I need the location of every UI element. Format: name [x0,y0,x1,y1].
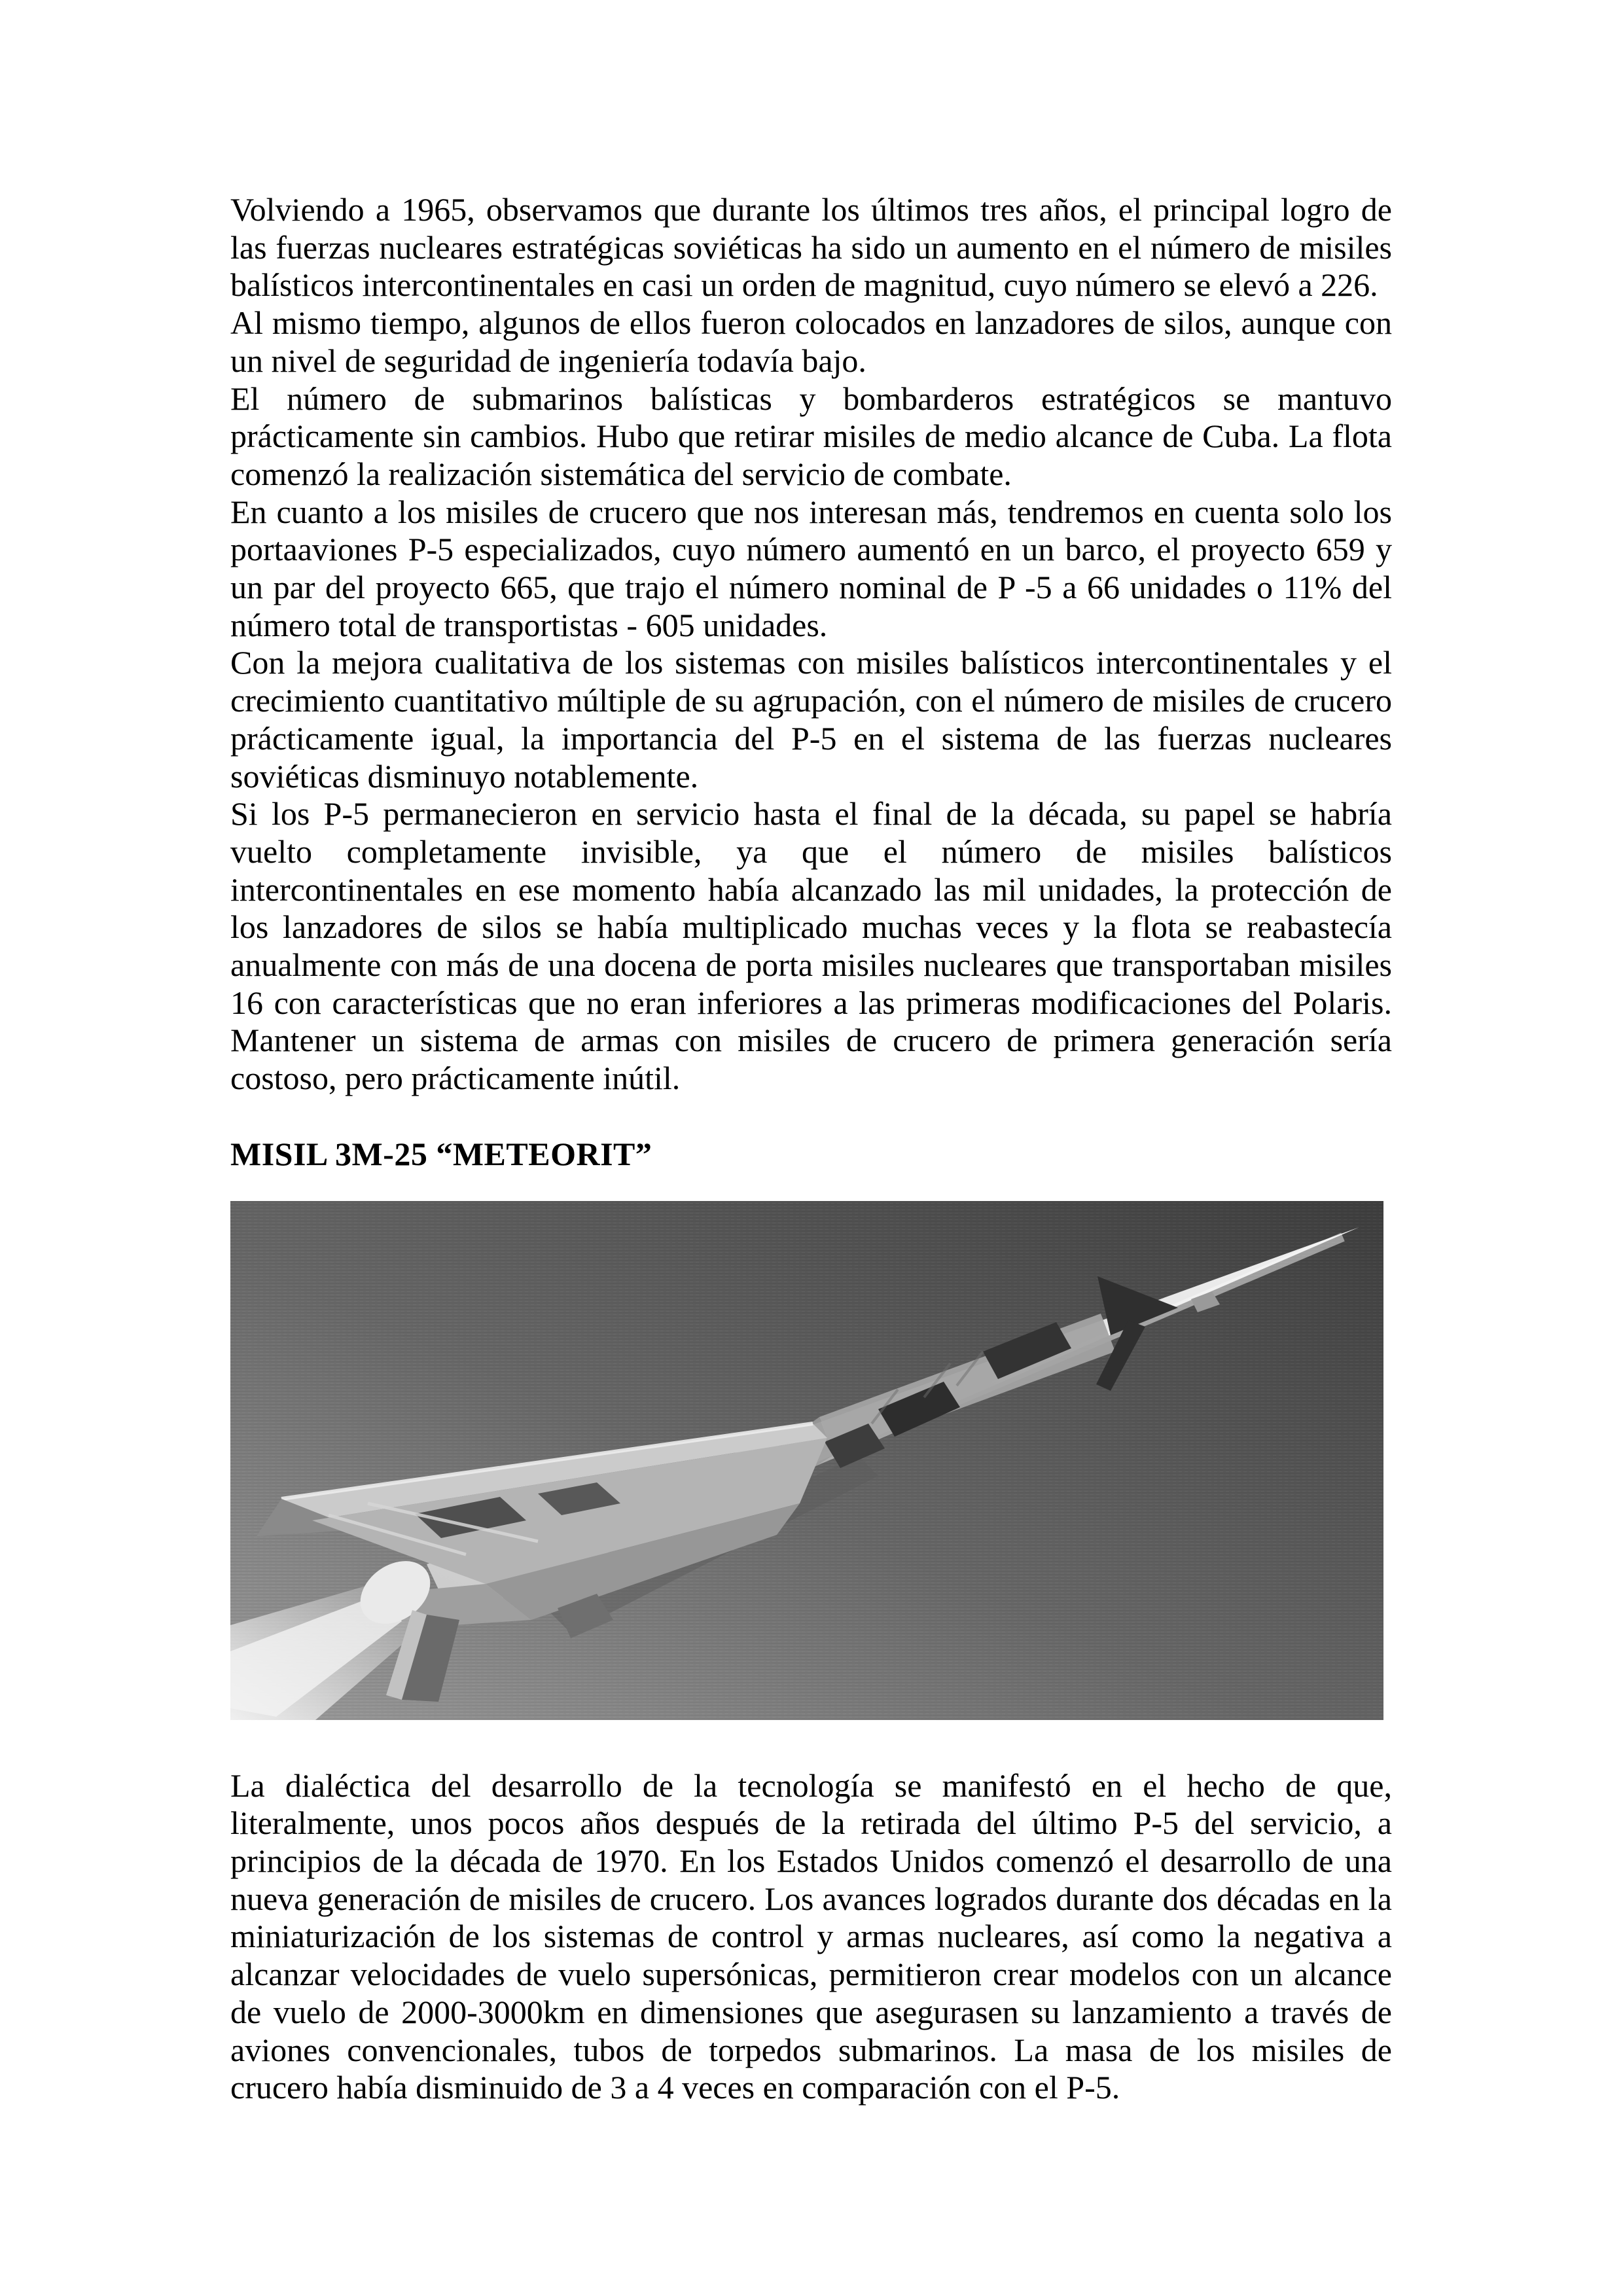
missile-photo [230,1201,1383,1720]
section-heading: MISIL 3M-25 “METEORIT” [230,1135,652,1172]
text-line: aviones convencionales, tubos de torpedos submarinos. La masa de los misiles de [230,2031,1392,2068]
text-line: comenzó la realización sistemática del servicio de combate. [230,455,1012,492]
text-line: Si los P-5 permanecieron en servicio hasta el final de la década, su papel se habría [230,795,1392,833]
text-line: alcanzar velocidades de vuelo supersónicas, permitieron crear modelos con un alcance [230,1956,1392,1993]
missile-figure [230,1201,1383,1720]
text-line: Con la mejora cualitativa de los sistemas con misiles balísticos intercontinentales y el [230,644,1392,681]
paragraph-6 [230,795,1392,1098]
text-line: En cuanto a los misiles de crucero que nos interesan más, tendremos en cuenta solo los [230,493,1392,530]
text-line: un par del proyecto 665, que trajo el número nominal de P -5 a 66 unidades o 11% del [230,569,1392,606]
text-line: balísticos intercontinentales en casi un orden de magnitud, cuyo número se elevó a 226. [230,266,1378,304]
text-line: intercontinentales en ese momento había alcanzado las mil unidades, la protección de [230,870,1392,908]
paragraph-2 [230,304,1392,380]
text-line: portaaviones P-5 especializados, cuyo número aumentó en un barco, el proyecto 659 y [230,531,1392,568]
text-line: los lanzadores de silos se había multiplicado muchas veces y la flota se reabastecía [230,908,1392,946]
text-line: crucero había disminuido de 3 a 4 veces en comparación con el P-5. [230,2069,1120,2106]
text-line: prácticamente igual, la importancia del P-5 en el sistema de las fuerzas nucleares [230,719,1392,757]
paragraph-4 [230,493,1392,645]
text-line: número total de transportistas - 605 unidades. [230,606,828,643]
text-line: literalmente, unos pocos años después de la retirada del último P-5 del servicio, a [230,1804,1392,1842]
text-line: El número de submarinos balísticas y bombarderos estratégicos se mantuvo [230,380,1392,417]
text-line: costoso, pero prácticamente inútil. [230,1060,681,1097]
text-line: un nivel de seguridad de ingeniería todavía bajo. [230,342,866,379]
text-line: Volviendo a 1965, observamos que durante los últimos tres años, el principal logro de [230,191,1392,228]
text-line: de vuelo de 2000-3000km en dimensiones que asegurasen su lanzamiento a través de [230,1993,1392,2030]
paragraph-7 [230,1767,1392,2107]
text-line: vuelto completamente invisible, ya que el número de misiles balísticos [230,833,1392,870]
paragraph-3 [230,380,1392,493]
text-line: principios de la década de 1970. En los Estados Unidos comenzó el desarrollo de una [230,1842,1392,1879]
text-line: nueva generación de misiles de crucero. Los avances logrados durante dos décadas en la [230,1880,1392,1917]
paragraph-1 [230,191,1392,304]
text-line: miniaturización de los sistemas de control y armas nucleares, así como la negativa a [230,1918,1392,1955]
text-line: Mantener un sistema de armas con misiles de crucero de primera generación sería [230,1022,1392,1059]
text-line: anualmente con más de una docena de porta misiles nucleares que transportaban misiles [230,946,1392,984]
text-line: 16 con características que no eran inferiores a las primeras modificaciones del Polaris. [230,984,1392,1021]
text-line: las fuerzas nucleares estratégicas soviéticas ha sido un aumento en el número de misiles [230,228,1392,266]
text-line: Al mismo tiempo, algunos de ellos fueron colocados en lanzadores de silos, aunque con [230,304,1392,342]
text-line: La dialéctica del desarrollo de la tecnología se manifestó en el hecho de que, [230,1767,1392,1804]
text-line: soviéticas disminuyo notablemente. [230,757,699,795]
paragraph-5 [230,644,1392,795]
text-line: crecimiento cuantitativo múltiple de su agrupación, con el número de misiles de crucero [230,682,1392,719]
text-line: prácticamente sin cambios. Hubo que retirar misiles de medio alcance de Cuba. La flota [230,418,1392,455]
